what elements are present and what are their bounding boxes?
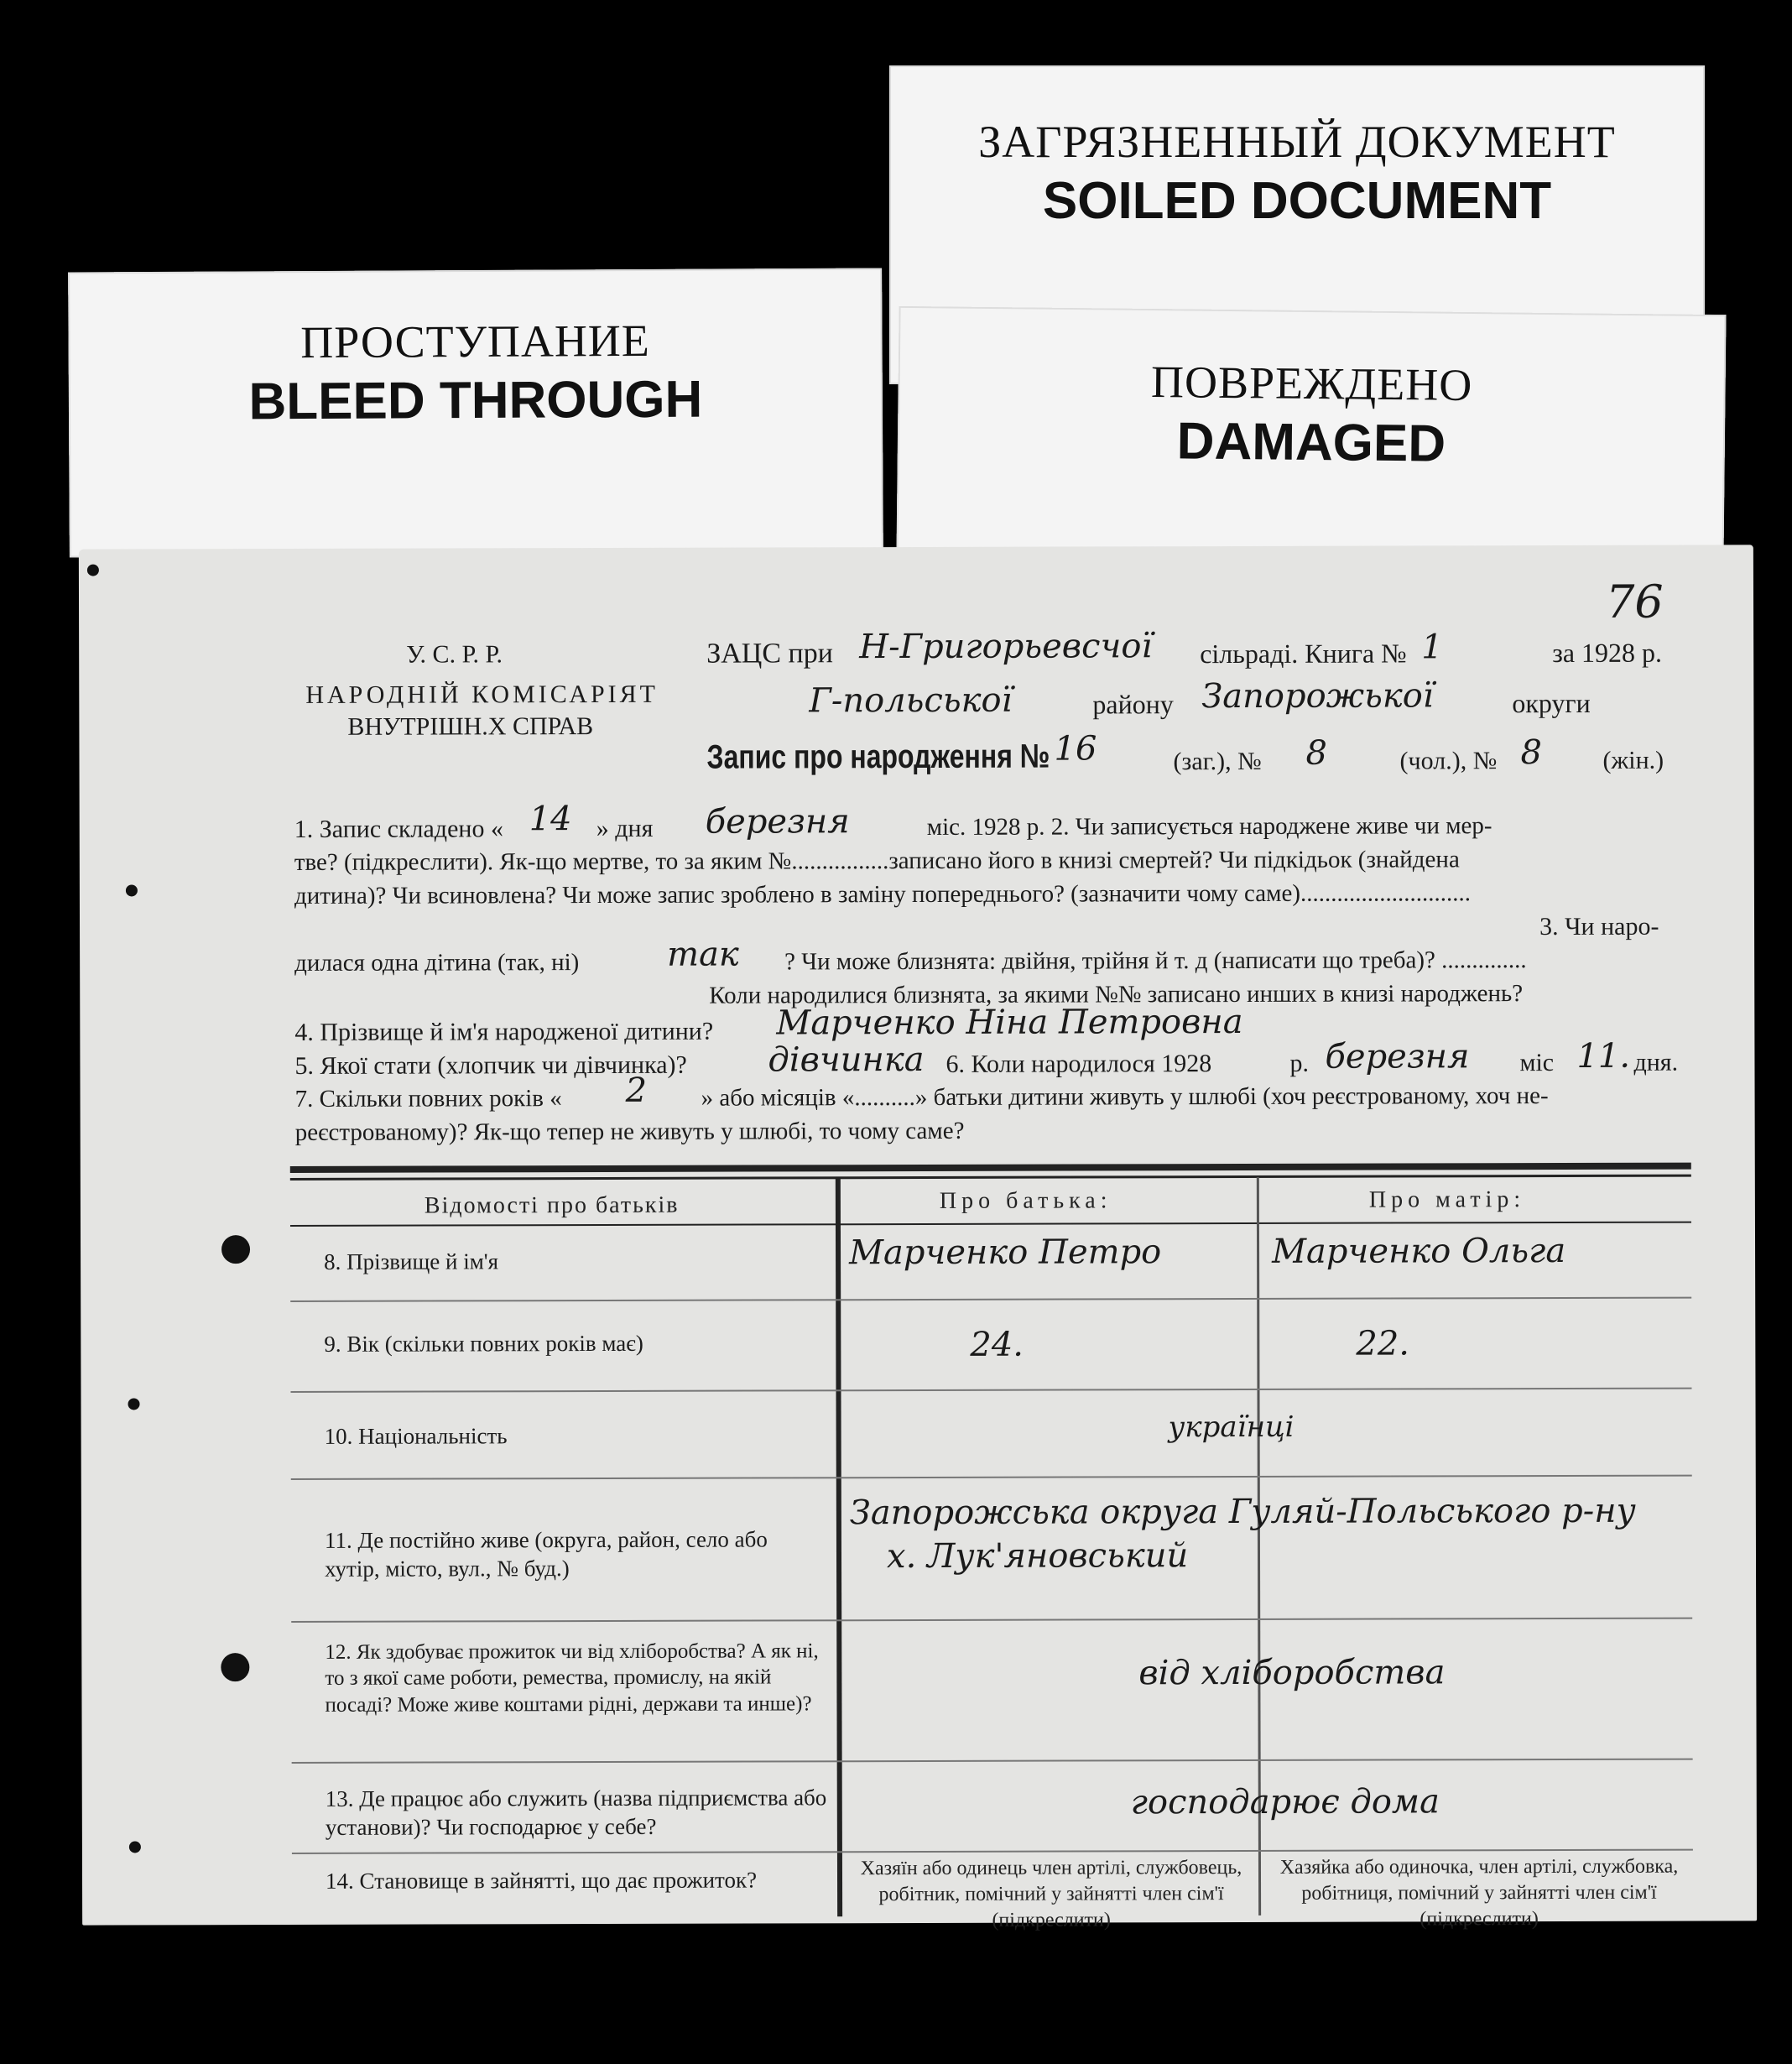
row9-label: 9. Вік (скільки повних років має): [324, 1330, 643, 1357]
commissariat-line2: ВНУТРІШН.Х СПРАВ: [347, 712, 594, 741]
q6-mis: міс: [1519, 1049, 1555, 1077]
soiled-ru-label: ЗАГРЯЗНЕННЫЙ ДОКУМЕНТ: [978, 117, 1616, 167]
q6-r: р.: [1289, 1049, 1310, 1077]
punch-hole: [128, 1398, 140, 1410]
father-age-hw: 24.: [970, 1325, 1024, 1364]
table-top-rule: [290, 1163, 1691, 1173]
damaged-ru-label: ПОВРЕЖДЕНО: [1150, 356, 1473, 411]
row-rule: [290, 1388, 1691, 1393]
q1-text: 1. Запис складено «: [294, 815, 503, 843]
q1-line3: дитина)? Чи всиновлена? Чи може запис зроблено в заміну попереднього? (зазначити чому саме)............................: [294, 879, 1472, 910]
q7-text-b: » або місяців «..........» батьки дитини живуть у шлюбі (хоч реєстрованому, хоч не-: [701, 1082, 1549, 1112]
q3-start: 3. Чи наро-: [1539, 912, 1659, 941]
row10-label: 10. Національність: [324, 1423, 508, 1449]
birth-record-form: [79, 545, 1757, 1932]
nationality-hw: українці: [1168, 1410, 1295, 1445]
marriage-years-hw: 2: [625, 1071, 648, 1110]
row14-label: 14. Становище в зайнятті, що дає прожиток?: [325, 1867, 758, 1894]
header-rule: [290, 1222, 1691, 1227]
q1-month-hw: березня: [705, 802, 850, 842]
row12-label: 12. Як здобуває прожиток чи від хліборобства? А як ні, то з якої саме роботи, ремества, промислу, на якій посаді? Може живе коштами рідні, держави та инше)?: [325, 1639, 819, 1717]
page-number: 76: [1605, 575, 1664, 628]
row-rule: [291, 1618, 1692, 1623]
bleed-ru-label: ПРОСТУПАНИЕ: [300, 315, 650, 368]
commissariat-line1: НАРОДНІЙ КОМІСАРІЯТ: [305, 680, 659, 709]
raion-hw: Г-польської: [809, 680, 1013, 721]
zhin-label: (жін.): [1602, 746, 1664, 774]
child-sex-hw: дівчинка: [768, 1040, 925, 1080]
damaged-card: [896, 306, 1726, 566]
bleed-en-label: BLEED THROUGH: [248, 370, 703, 431]
row-rule: [292, 1849, 1693, 1854]
chol-label: (чол.), №: [1399, 747, 1498, 775]
silrada-label: сільраді. Книга №: [1200, 638, 1407, 670]
q1-text-c: міс. 1928 р. 2. Чи записується народжене живе чи мер-: [926, 812, 1492, 841]
q1-text-b: » дня: [596, 814, 654, 843]
punch-hole: [221, 1235, 250, 1264]
child-name-hw: Марченко Ніна Петровна: [776, 1002, 1243, 1043]
residence-hw-2: х. Лук'яновський: [886, 1536, 1189, 1577]
row13-label: 13. Де працює або служить (назва підприємства або установи)? Чи господарює у себе?: [325, 1785, 827, 1840]
raion-label: району: [1092, 689, 1174, 720]
q5-text: 5. Якої стати (хлопчик чи дівчинка)?: [294, 1050, 687, 1080]
zags-label: ЗАЦС при: [706, 638, 833, 670]
q3-text: дилася одна дітина (так, ні): [294, 949, 580, 977]
birth-day-hw: 11.: [1576, 1036, 1631, 1076]
ussr-label: У. С. Р. Р.: [406, 640, 503, 669]
zhin-number-hw: 8: [1520, 733, 1543, 773]
workplace-hw: господарює дома: [1130, 1782, 1440, 1822]
soiled-en-label: SOILED DOCUMENT: [1042, 172, 1552, 230]
q3-twins: Коли народилися близнята, за якими №№ записано инших в книзі народжень?: [709, 980, 1524, 1009]
q6-text: 6. Коли народилося 1928: [945, 1050, 1212, 1078]
zags-handwritten: Н-Григорьевсчої: [859, 627, 1153, 667]
table-top-rule-2: [290, 1175, 1691, 1181]
q1-day-hw: 14: [529, 800, 572, 839]
father-occupation-status: Хазяїн або одинець член артілі, службовець, робітник, помічний у зайнятті член сім'ї (підкреслити): [860, 1856, 1242, 1932]
punch-hole: [87, 565, 99, 576]
row-rule: [290, 1297, 1691, 1302]
q7-text: 7. Скільки повних років «: [294, 1085, 562, 1113]
col-head-mother: Про матір:: [1368, 1186, 1526, 1213]
chol-number-hw: 8: [1305, 733, 1328, 773]
livelihood-hw: від хліборобства: [1138, 1653, 1446, 1693]
q4-text: 4. Прізвище й ім'я народженої дитини?: [294, 1017, 714, 1046]
zag-label: (заг.), №: [1173, 747, 1262, 776]
book-number-hw: 1: [1421, 628, 1443, 667]
okruga-hw: Запорожької: [1201, 676, 1434, 717]
bleed-through-card: [68, 268, 883, 557]
q7-line2: реєстрованому)? Як-що тепер не живуть у шлюбі, то чому саме?: [294, 1117, 965, 1146]
q3-text-b: ? Чи може близнята: двійня, трійня й т. д (написати що треба)? ..............: [784, 946, 1527, 976]
col-divider-1: [836, 1178, 842, 1916]
damaged-en-label: DAMAGED: [1176, 412, 1446, 473]
punch-hole: [129, 1841, 141, 1853]
residence-hw: Запорожська округа Гуляй-Польського р-ну: [849, 1491, 1636, 1533]
record-number-hw: 16: [1054, 729, 1097, 769]
q6-dnya: дня.: [1633, 1048, 1679, 1076]
col-head-father: Про батька:: [939, 1187, 1112, 1214]
row-rule: [291, 1475, 1692, 1480]
mother-age-hw: 22.: [1356, 1324, 1410, 1363]
punch-hole: [221, 1653, 249, 1681]
punch-hole: [126, 884, 138, 896]
year-label: за 1928 р.: [1552, 637, 1663, 669]
okruga-label: округи: [1512, 687, 1591, 719]
father-name-hw: Марченко Петро: [848, 1233, 1162, 1273]
mother-name-hw: Марченко Ольга: [1271, 1231, 1566, 1271]
q3-answer-hw: так: [667, 935, 739, 974]
q1-line2: тве? (підкреслити). Як-що мертве, то за яким №................записано його в книзі смертей? Чи підкідьок (знайдена: [294, 846, 1460, 876]
birth-month-hw: березня: [1325, 1037, 1470, 1076]
mother-occupation-status: Хазяйка або одиночка, член артілі, службовка, робітниця, помічний у зайнятті член сім'ї (підкреслити): [1279, 1855, 1679, 1931]
row-rule: [292, 1759, 1693, 1764]
record-title: Запис про народження №: [706, 738, 1050, 776]
row8-label: 8. Прізвище й ім'я: [324, 1248, 499, 1274]
col-head-parents: Відомості про батьків: [424, 1191, 680, 1219]
row11-label: 11. Де постійно живе (округа, район, село або хутір, місто, вул., № буд.): [324, 1526, 768, 1582]
